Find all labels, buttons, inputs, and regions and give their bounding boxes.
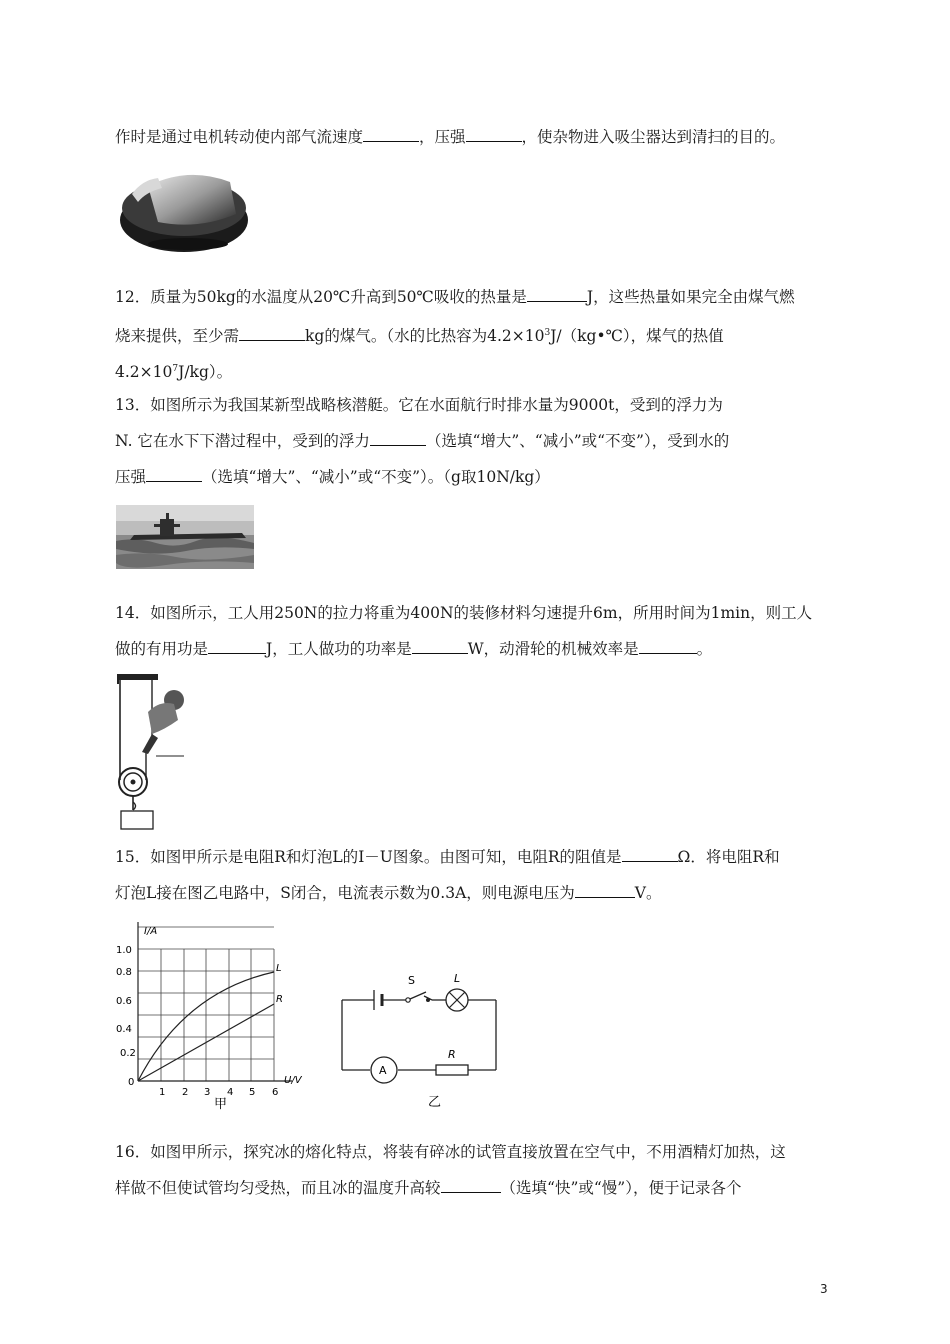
q13-text-d: 压强	[115, 468, 147, 486]
q11-text-c: ，使杂物进入吸尘器达到清扫的目的。	[521, 128, 786, 146]
q14-line-1	[115, 603, 812, 623]
y-axis-label: I/A	[144, 926, 158, 937]
q11-blank-pressure	[466, 127, 522, 142]
q12-text-a: 12．质量为50kg的水温度从20℃升高到50℃吸收的热量是	[115, 288, 527, 306]
q11-blank-speed	[363, 127, 419, 142]
q12-text-f: 4.2×10	[115, 363, 173, 381]
submarine-figure	[116, 505, 254, 569]
ammeter-symbol	[371, 1057, 397, 1083]
q15-text-c: 灯泡L接在图乙电路中，S闭合，电流表示数为0.3A，则电源电压为	[115, 884, 575, 902]
q14-text-a: 14．如图所示，工人用250N的拉力将重为400N的装修材料匀速提升6m，所用时间为1min，则工人	[115, 604, 813, 622]
circuit-wires	[342, 996, 496, 1070]
iu-graph-figure	[114, 922, 314, 1112]
battery-symbol	[374, 990, 382, 1010]
q12-line-2	[115, 323, 837, 346]
switch-label: S	[408, 974, 415, 987]
q14-line-2	[115, 639, 712, 659]
x-tick: 4	[227, 1087, 234, 1098]
circuit-figure	[336, 968, 506, 1108]
q13-text-c: （选填“增大”、“减小”或“不变”），受到水的	[425, 432, 730, 450]
q16-line-2	[115, 1178, 741, 1198]
q13-blank-buoyancy	[370, 431, 426, 446]
y-tick: 0.2	[120, 1048, 136, 1059]
x-tick: 5	[249, 1087, 256, 1098]
x-axis-label: U/V	[284, 1075, 302, 1086]
curve-l-label: L	[276, 963, 282, 974]
x-tick: 3	[204, 1087, 211, 1098]
ammeter-label: A	[379, 1064, 387, 1077]
q13-line-3	[115, 467, 550, 487]
y-tick: 0.4	[116, 1024, 132, 1035]
q15-text-d: V。	[634, 884, 662, 902]
q13-line-2	[115, 431, 729, 451]
q14-text-e: 。	[696, 640, 713, 658]
q12-text-e: J/（kg•℃），煤气的热值	[550, 327, 724, 345]
q13-text-e: （选填“增大”、“减小”或“不变”）。（g取10N/kg）	[202, 468, 550, 486]
q12-text-b: J，这些热量如果完全由煤气燃	[586, 288, 795, 306]
q11-line-1	[115, 127, 785, 147]
q14-blank-power	[412, 639, 468, 654]
y-tick: 0.6	[116, 996, 132, 1007]
q15-blank-resistance	[622, 847, 678, 862]
q12-sup-7: 7	[172, 364, 179, 374]
pulley-figure	[112, 672, 192, 832]
q15-text-a: 15．如图甲所示是电阻R和灯泡L的I－U图象。由图可知，电阻R的阻值是	[115, 848, 622, 866]
line-r-label: R	[276, 994, 283, 1005]
q12-text-d: kg的煤气。（水的比热容为4.2×10	[305, 327, 545, 345]
q14-blank-useful-work	[208, 639, 266, 654]
q15-blank-voltage	[575, 883, 635, 898]
q15-line-2	[115, 883, 661, 903]
q13-text-a: 13．如图所示为我国某新型战略核潜艇。它在水面航行时排水量为9000t，受到的浮力为	[115, 396, 723, 414]
graph-caption: 甲	[214, 1097, 228, 1112]
y-tick: 1.0	[116, 945, 132, 956]
q15-line-1	[115, 847, 837, 867]
y-tick: 0.8	[116, 967, 132, 978]
q12-text-c: 烧来提供，至少需	[115, 327, 240, 345]
q15-text-b: Ω．将电阻R和	[677, 848, 780, 866]
q16-blank-rate	[441, 1178, 501, 1193]
x-tick: 2	[182, 1087, 189, 1098]
q16-text-a: 16．如图甲所示，探究冰的熔化特点，将装有碎冰的试管直接放置在空气中，不用酒精灯加热，这	[115, 1143, 786, 1161]
q13-line-1	[115, 395, 723, 415]
q14-blank-efficiency	[639, 639, 697, 654]
q12-blank-heat	[527, 287, 587, 302]
q16-line-1	[115, 1142, 786, 1162]
lamp-symbol	[446, 989, 468, 1011]
q14-text-d: W，动滑轮的机械效率是	[467, 640, 639, 658]
q13-text-b: N. 它在水下下潜过程中，受到的浮力	[115, 432, 370, 450]
q12-line-1	[115, 287, 837, 307]
q11-text-a: 作时是通过电机转动使内部气流速度	[115, 128, 364, 146]
q12-sup-3: 3	[544, 328, 551, 338]
q11-text-b: ，压强	[419, 128, 466, 146]
q14-text-c: J，工人做功的功率是	[266, 640, 412, 658]
page-number: 3	[820, 1282, 828, 1296]
resistor-symbol	[436, 1065, 468, 1075]
q14-text-b: 做的有用功是	[115, 640, 209, 658]
q12-blank-gas-mass	[239, 326, 305, 341]
circuit-caption: 乙	[428, 1095, 442, 1108]
vacuum-cleaner-figure	[118, 164, 250, 254]
resistor-label: R	[448, 1048, 456, 1061]
x-tick: 1	[159, 1087, 166, 1098]
q16-text-c: （选填“快”或“慢”），便于记录各个	[500, 1179, 742, 1197]
q16-text-b: 样做不但使试管均匀受热，而且冰的温度升高较	[115, 1179, 441, 1197]
q12-text-g: J/kg）。	[178, 363, 233, 381]
graph-grid	[138, 927, 274, 1081]
q12-line-3	[115, 359, 232, 382]
y-tick: 0	[128, 1077, 135, 1088]
lamp-label: L	[454, 972, 461, 985]
x-tick: 6	[272, 1087, 279, 1098]
q13-blank-pressure	[146, 467, 202, 482]
